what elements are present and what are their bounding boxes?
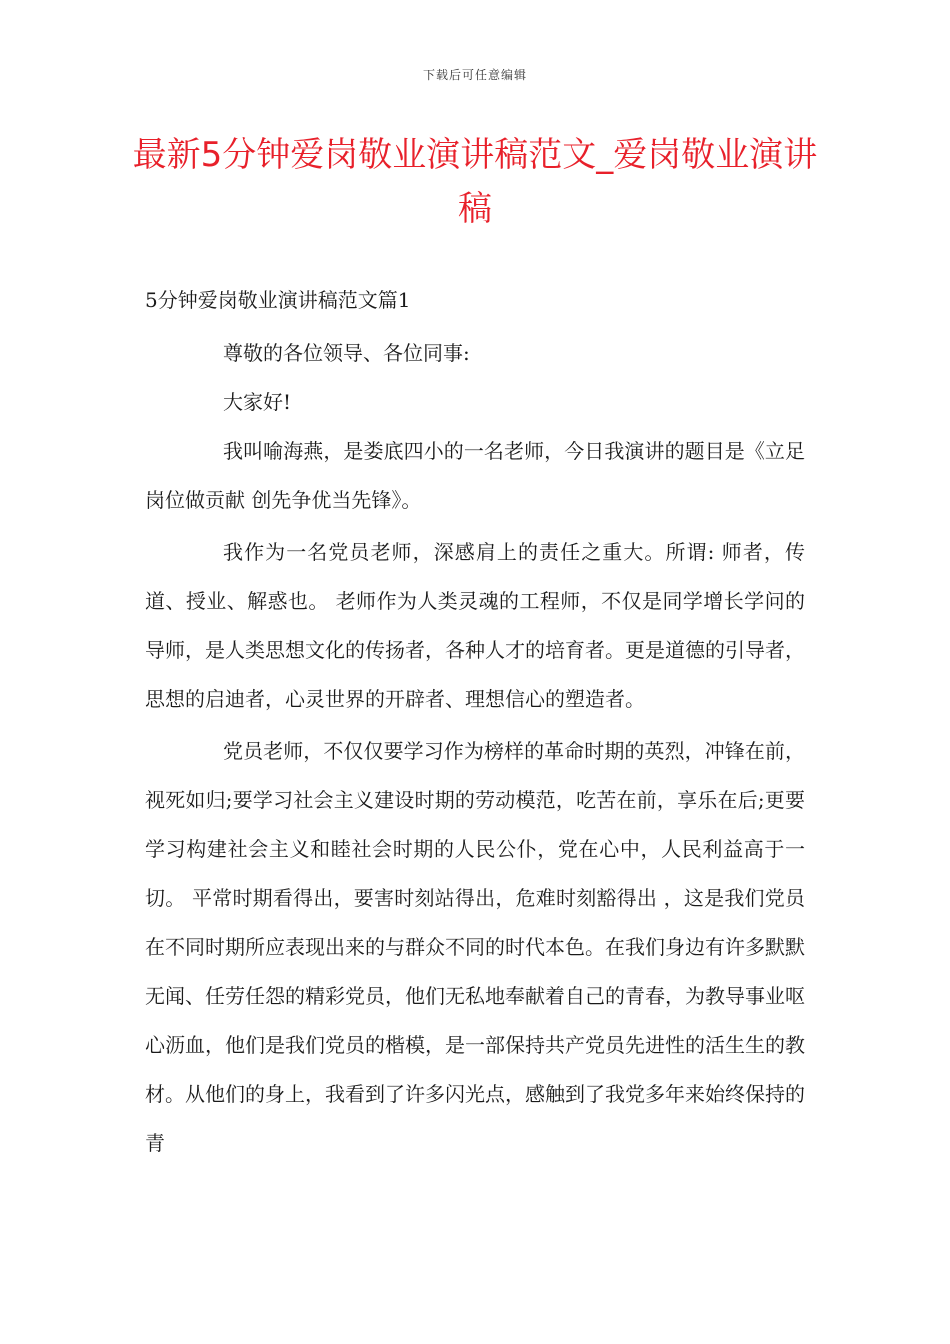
- party-member-paragraph: 党员老师，不仅仅要学习作为榜样的革命时期的英烈，冲锋在前，视死如归;要学习社会主义建设时期的劳动模范，吃苦在前，享乐在后;更要学习构建社会主义和睦社会时期的人民公仆，党在心中，人民利益高于一切。 平常时期看得出，要害时刻站得出，危难时刻豁得出 ，这是我们党员在不同时期所应表现出来的与群众不同的时代本色。在我们身边有许多默默无闻、任劳任怨的精彩党员，他们无私地奉献着自己的青春，为教导事业呕心沥血，他们是我们党员的楷模，是一部保持共产党员先进性的活生生的教材。从他们的身上，我看到了许多闪光点，感触到了我党多年来始终保持的青: [145, 739, 805, 1155]
- document-title: 最新5分钟爱岗敬业演讲稿范文_爱岗敬业演讲稿: [132, 135, 818, 229]
- intro-paragraph: 我叫喻海燕，是娄底四小的一名老师，今日我演讲的题目是《立足岗位做贡献 创先争优当先锋》。: [145, 439, 805, 512]
- header-note: 下载后可任意编辑: [422, 68, 527, 82]
- responsibility-paragraph: 我作为一名党员老师，深感肩上的责任之重大。所谓: 师者，传道、授业、解惑也。 老师作为人类灵魂的工程师，不仅是同学增长学问的导师，是人类思想文化的传扬者，各种人才的培育者。更是道德的引导者，思想的启迪者，心灵世界的开辟者、理想信心的塑造者。: [145, 540, 805, 711]
- salutation-paragraph: 尊敬的各位领导、各位同事:: [223, 341, 470, 365]
- section-heading: 5分钟爱岗敬业演讲稿范文篇1: [145, 288, 411, 312]
- document-body: [145, 276, 805, 1168]
- greeting-paragraph: 大家好!: [223, 390, 292, 414]
